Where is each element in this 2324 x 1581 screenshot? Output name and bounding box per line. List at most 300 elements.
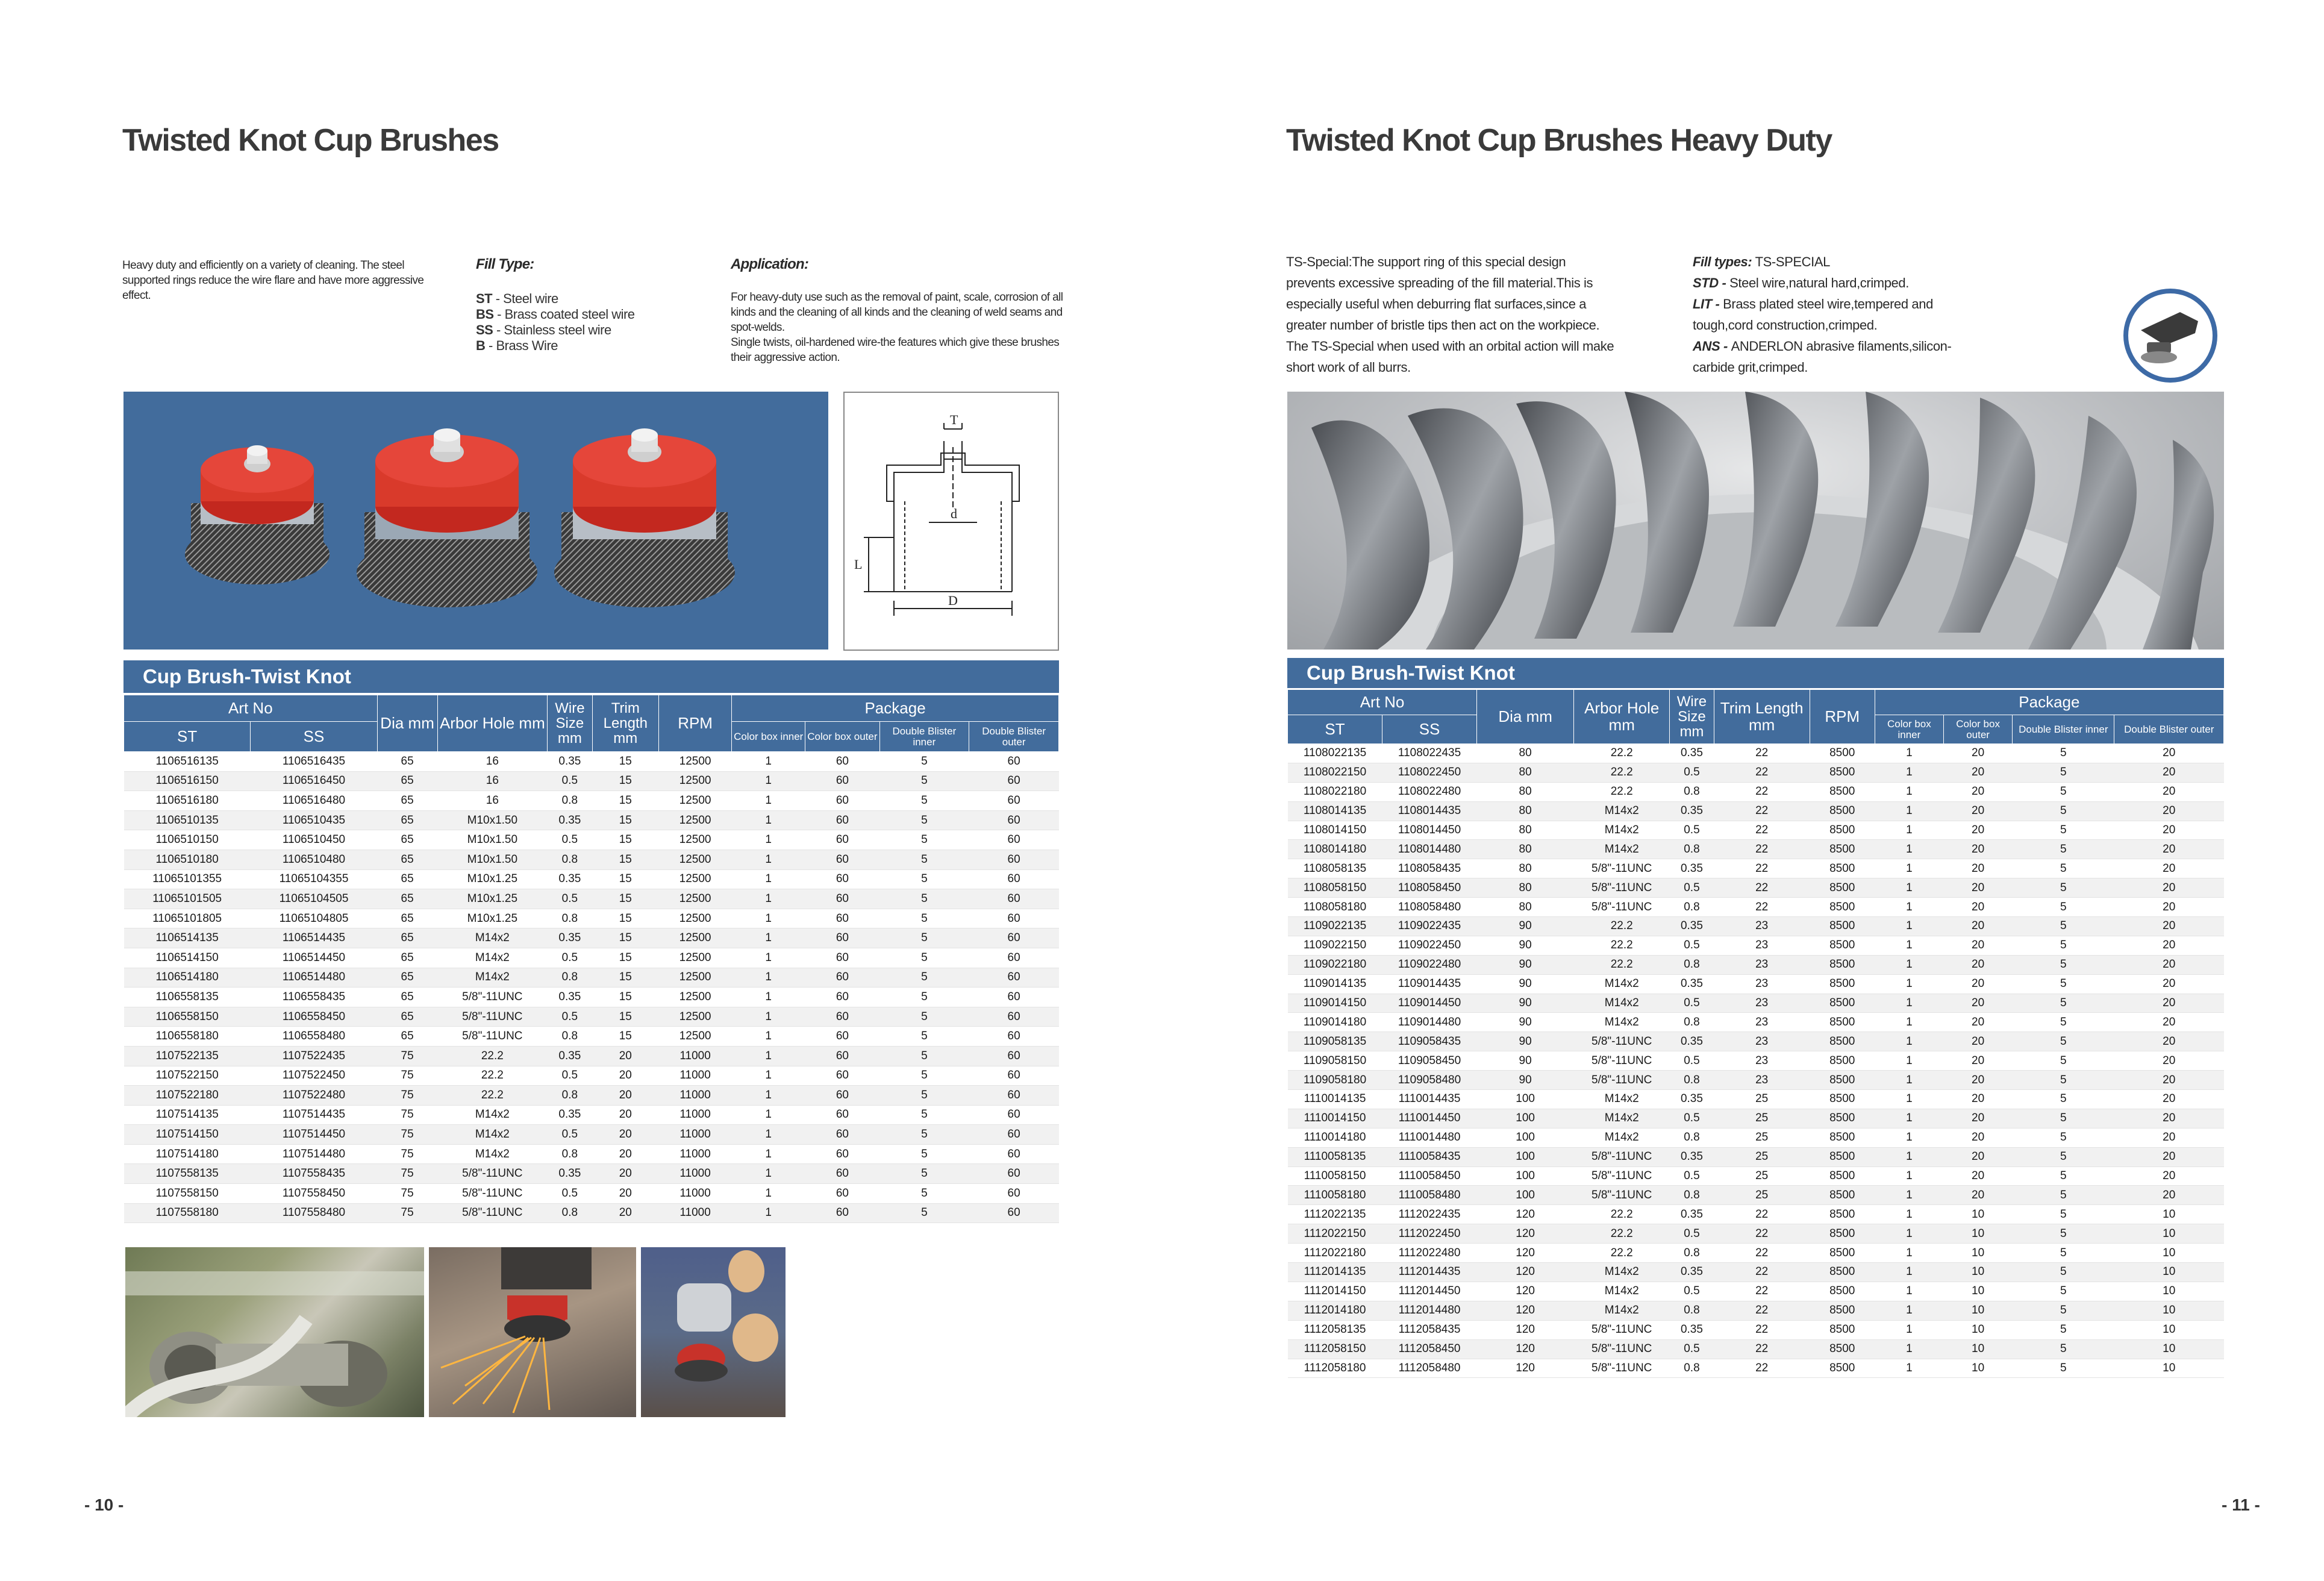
table-cell: 90 bbox=[1477, 994, 1574, 1013]
table-cell: 20 bbox=[1943, 1071, 2012, 1090]
table-cell: 0.5 bbox=[1670, 1224, 1714, 1244]
table-cell: 15 bbox=[592, 909, 658, 928]
table-cell: 20 bbox=[1943, 1109, 2012, 1128]
table-cell: M14x2 bbox=[1574, 1282, 1670, 1301]
table-cell: 1 bbox=[1875, 1128, 1943, 1147]
table-row bbox=[1288, 1205, 2224, 1224]
table-cell: 22.2 bbox=[1574, 1205, 1670, 1224]
table-cell: 60 bbox=[969, 1086, 1059, 1106]
table-cell: 1109058480 bbox=[1382, 1071, 1477, 1090]
table-cell: 10 bbox=[2114, 1224, 2224, 1244]
table-cell: 1 bbox=[732, 810, 805, 830]
table-cell: 15 bbox=[592, 968, 658, 988]
table-cell: 5 bbox=[879, 1184, 969, 1204]
table-cell: 22.2 bbox=[1574, 782, 1670, 801]
table-cell: 10 bbox=[1943, 1320, 2012, 1339]
table-cell: 100 bbox=[1477, 1109, 1574, 1128]
table-cell: 5 bbox=[2013, 859, 2114, 878]
table-cell: 10 bbox=[2114, 1244, 2224, 1263]
table-row bbox=[124, 928, 1059, 948]
table-cell: 60 bbox=[805, 850, 879, 869]
table-cell: 8500 bbox=[1810, 782, 1875, 801]
table-cell: M14x2 bbox=[1574, 1301, 1670, 1320]
table-cell: 8500 bbox=[1810, 1186, 1875, 1205]
table-cell: 65 bbox=[377, 889, 437, 909]
table-cell: 23 bbox=[1714, 974, 1810, 994]
table-cell: 20 bbox=[592, 1184, 658, 1204]
table-cell: 0.35 bbox=[1670, 974, 1714, 994]
table-cell: 5 bbox=[2013, 1166, 2114, 1186]
table-cell: 23 bbox=[1714, 994, 1810, 1013]
table-cell: 1112022135 bbox=[1288, 1205, 1382, 1224]
table-cell: 0.5 bbox=[548, 1007, 592, 1027]
drawing-label-L: L bbox=[854, 557, 863, 572]
table-cell: 0.5 bbox=[1670, 1282, 1714, 1301]
table-cell: 5 bbox=[2013, 1071, 2114, 1090]
table-cell: 5/8"-11UNC bbox=[1574, 1051, 1670, 1071]
table-cell: 20 bbox=[2114, 1090, 2224, 1109]
table-cell: 11000 bbox=[659, 1105, 732, 1125]
table-cell: 12500 bbox=[659, 928, 732, 948]
table-row bbox=[124, 752, 1059, 772]
table-cell: 1107514180 bbox=[124, 1144, 251, 1164]
table-cell: 5 bbox=[2013, 1090, 2114, 1109]
table-row bbox=[1288, 1186, 2224, 1205]
table-cell: 1106514180 bbox=[124, 968, 251, 988]
table-cell: 5 bbox=[2013, 1032, 2114, 1051]
table-cell: M14x2 bbox=[437, 1105, 548, 1125]
table-cell: 1107522150 bbox=[124, 1066, 251, 1086]
table-cell: 1 bbox=[732, 909, 805, 928]
table-cell: 1 bbox=[1875, 801, 1943, 821]
table-cell: 5 bbox=[2013, 1320, 2114, 1339]
table-cell: 5 bbox=[879, 1046, 969, 1066]
col-header-ss: SS bbox=[1382, 715, 1477, 744]
table-cell: 1110058435 bbox=[1382, 1147, 1477, 1166]
table-cell: 5 bbox=[879, 1007, 969, 1027]
col-header-trim-length: Trim Length mm bbox=[592, 695, 658, 752]
col-header-package: Package bbox=[1875, 690, 2223, 715]
table-cell: 60 bbox=[969, 752, 1059, 772]
table-cell: 8500 bbox=[1810, 917, 1875, 936]
table-cell: 25 bbox=[1714, 1109, 1810, 1128]
table-cell: 1106510450 bbox=[251, 830, 377, 850]
table-cell: 80 bbox=[1477, 859, 1574, 878]
application-text: For heavy-duty use such as the removal of paint, scale, corrosion of all kinds and the cleaning of all kinds and the cleaning of weld seams and spot-welds. bbox=[731, 291, 1063, 334]
table-cell: 1112058135 bbox=[1288, 1320, 1382, 1339]
table-row bbox=[1288, 1109, 2224, 1128]
table-cell: 5/8"-11UNC bbox=[437, 1184, 548, 1204]
table-row bbox=[124, 948, 1059, 968]
table-cell: 5 bbox=[879, 1027, 969, 1047]
table-cell: 22.2 bbox=[437, 1086, 548, 1106]
table-cell: 22 bbox=[1714, 763, 1810, 782]
table-cell: 1 bbox=[1875, 1090, 1943, 1109]
table-cell: 20 bbox=[2114, 974, 2224, 994]
table-row bbox=[1288, 1224, 2224, 1244]
table-cell: 60 bbox=[969, 1144, 1059, 1164]
col-header-color-box-inner: Color box inner bbox=[732, 722, 805, 752]
table-cell: 22 bbox=[1714, 840, 1810, 859]
left-page-title: Twisted Knot Cup Brushes bbox=[122, 123, 499, 158]
table-cell: 23 bbox=[1714, 936, 1810, 955]
table-cell: 65 bbox=[377, 968, 437, 988]
table-cell: 80 bbox=[1477, 744, 1574, 763]
table-cell: 23 bbox=[1714, 955, 1810, 974]
table-cell: 22 bbox=[1714, 878, 1810, 898]
table-cell: 22.2 bbox=[437, 1066, 548, 1086]
table-cell: 120 bbox=[1477, 1359, 1574, 1378]
right-page-number: - 11 - bbox=[2222, 1495, 2260, 1514]
table-row bbox=[124, 869, 1059, 889]
table-cell: 60 bbox=[969, 909, 1059, 928]
table-cell: 60 bbox=[969, 771, 1059, 791]
table-cell: 8500 bbox=[1810, 1166, 1875, 1186]
table-cell: 10 bbox=[2114, 1301, 2224, 1320]
table-cell: 5/8"-11UNC bbox=[437, 988, 548, 1007]
table-cell: 12500 bbox=[659, 810, 732, 830]
table-cell: M14x2 bbox=[437, 948, 548, 968]
table-cell: 8500 bbox=[1810, 840, 1875, 859]
table-cell: 90 bbox=[1477, 1051, 1574, 1071]
table-cell: 8500 bbox=[1810, 859, 1875, 878]
table-cell: 60 bbox=[805, 791, 879, 811]
table-cell: 60 bbox=[805, 889, 879, 909]
table-cell: 0.8 bbox=[548, 850, 592, 869]
table-cell: 90 bbox=[1477, 936, 1574, 955]
col-header-arbor-hole: Arbor Hole mm bbox=[437, 695, 548, 752]
table-cell: 0.8 bbox=[1670, 898, 1714, 917]
table-cell: 20 bbox=[2114, 744, 2224, 763]
table-cell: 1112014150 bbox=[1288, 1282, 1382, 1301]
table-cell: 8500 bbox=[1810, 955, 1875, 974]
table-cell: 23 bbox=[1714, 1071, 1810, 1090]
table-cell: 20 bbox=[2114, 763, 2224, 782]
col-header-package: Package bbox=[732, 695, 1059, 722]
fill-type-item: BS - Brass coated steel wire bbox=[476, 307, 635, 322]
table-cell: 60 bbox=[969, 850, 1059, 869]
table-cell: 25 bbox=[1714, 1186, 1810, 1205]
col-header-wire-size: Wire Size mm bbox=[548, 695, 592, 752]
table-cell: 5 bbox=[879, 928, 969, 948]
fill-types-item: LIT - Brass plated steel wire,tempered and tough,cord construction,crimped. bbox=[1693, 296, 1933, 333]
table-cell: 60 bbox=[969, 830, 1059, 850]
table-cell: 1107522480 bbox=[251, 1086, 377, 1106]
table-cell: 1106516135 bbox=[124, 752, 251, 772]
table-cell: 1 bbox=[1875, 744, 1943, 763]
table-cell: 1110014435 bbox=[1382, 1090, 1477, 1109]
table-cell: 12500 bbox=[659, 752, 732, 772]
table-cell: 8500 bbox=[1810, 1013, 1875, 1032]
table-cell: 100 bbox=[1477, 1166, 1574, 1186]
table-cell: 1 bbox=[1875, 840, 1943, 859]
table-cell: 5 bbox=[879, 810, 969, 830]
col-header-wire-size: Wire Size mm bbox=[1670, 690, 1714, 744]
table-cell: 12500 bbox=[659, 889, 732, 909]
table-cell: 60 bbox=[805, 830, 879, 850]
table-cell: 1107522450 bbox=[251, 1066, 377, 1086]
table-cell: 8500 bbox=[1810, 1032, 1875, 1051]
table-cell: 5 bbox=[2013, 878, 2114, 898]
table-cell: 1 bbox=[732, 850, 805, 869]
table-cell: 120 bbox=[1477, 1282, 1574, 1301]
table-cell: 5 bbox=[2013, 1109, 2114, 1128]
table-cell: 75 bbox=[377, 1203, 437, 1223]
table-row bbox=[124, 1125, 1059, 1145]
table-cell: 80 bbox=[1477, 898, 1574, 917]
table-cell: 23 bbox=[1714, 1013, 1810, 1032]
table-cell: 15 bbox=[592, 928, 658, 948]
cup-brush-3 bbox=[554, 428, 735, 607]
table-cell: 22 bbox=[1714, 1301, 1810, 1320]
table-cell: 60 bbox=[805, 1027, 879, 1047]
left-intro-text: Heavy duty and efficiently on a variety of cleaning. The steel supported rings reduce the wire flare and have more aggressive effect. bbox=[122, 259, 424, 302]
usage-photo-sparks bbox=[429, 1247, 636, 1417]
table-cell: 1106516180 bbox=[124, 791, 251, 811]
table-cell: 1109058435 bbox=[1382, 1032, 1477, 1051]
table-row bbox=[1288, 1128, 2224, 1147]
table-row bbox=[124, 1184, 1059, 1204]
table-cell: M14x2 bbox=[437, 928, 548, 948]
table-row bbox=[124, 1027, 1059, 1047]
table-row bbox=[1288, 782, 2224, 801]
table-cell: 1 bbox=[732, 1086, 805, 1106]
table-cell: 1112014480 bbox=[1382, 1301, 1477, 1320]
table-cell: 20 bbox=[1943, 878, 2012, 898]
table-cell: 1107522135 bbox=[124, 1046, 251, 1066]
table-cell: M14x2 bbox=[1574, 840, 1670, 859]
angle-grinder-icon bbox=[2123, 288, 2218, 383]
table-cell: 5 bbox=[2013, 1051, 2114, 1071]
fill-type-item: B - Brass Wire bbox=[476, 338, 558, 353]
table-cell: 5 bbox=[879, 968, 969, 988]
table-cell: 22.2 bbox=[1574, 1224, 1670, 1244]
table-cell: 60 bbox=[969, 1125, 1059, 1145]
table-cell: 0.8 bbox=[1670, 955, 1714, 974]
table-cell: 5 bbox=[879, 830, 969, 850]
table-cell: 60 bbox=[805, 1184, 879, 1204]
table-cell: 1107558480 bbox=[251, 1203, 377, 1223]
table-cell: 22 bbox=[1714, 801, 1810, 821]
table-cell: 20 bbox=[2114, 1109, 2224, 1128]
table-cell: 5 bbox=[2013, 1301, 2114, 1320]
table-cell: 0.8 bbox=[548, 1144, 592, 1164]
table-cell: 120 bbox=[1477, 1320, 1574, 1339]
right-table-caption: Cup Brush-Twist Knot bbox=[1287, 658, 2224, 688]
table-cell: 5 bbox=[2013, 955, 2114, 974]
table-cell: 1108022450 bbox=[1382, 763, 1477, 782]
application-text-2: Single twists, oil-hardened wire-the features which give these brushes their aggressive action. bbox=[731, 336, 1060, 364]
col-header-color-box-outer: Color box outer bbox=[805, 722, 879, 752]
table-cell: 90 bbox=[1477, 917, 1574, 936]
table-cell: 5 bbox=[2013, 763, 2114, 782]
table-cell: 20 bbox=[2114, 878, 2224, 898]
table-cell: 0.5 bbox=[548, 830, 592, 850]
table-cell: 1112014450 bbox=[1382, 1282, 1477, 1301]
table-cell: 20 bbox=[1943, 821, 2012, 840]
table-cell: 10 bbox=[2114, 1282, 2224, 1301]
table-cell: 1 bbox=[1875, 878, 1943, 898]
table-cell: 1108022480 bbox=[1382, 782, 1477, 801]
table-cell: 60 bbox=[969, 791, 1059, 811]
table-cell: 10 bbox=[2114, 1263, 2224, 1282]
table-cell: 1107522435 bbox=[251, 1046, 377, 1066]
table-cell: 1 bbox=[732, 1007, 805, 1027]
table-cell: 65 bbox=[377, 909, 437, 928]
table-cell: 5 bbox=[879, 1086, 969, 1106]
table-cell: 20 bbox=[2114, 821, 2224, 840]
table-cell: 1 bbox=[1875, 1013, 1943, 1032]
table-cell: 0.8 bbox=[1670, 1071, 1714, 1090]
col-header-st: ST bbox=[124, 722, 251, 752]
table-cell: 5/8"-11UNC bbox=[1574, 878, 1670, 898]
table-cell: 0.5 bbox=[548, 1184, 592, 1204]
table-cell: 0.35 bbox=[1670, 1205, 1714, 1224]
table-cell: 1112058480 bbox=[1382, 1359, 1477, 1378]
table-cell: 80 bbox=[1477, 763, 1574, 782]
table-cell: 5 bbox=[2013, 994, 2114, 1013]
table-cell: 60 bbox=[969, 889, 1059, 909]
technical-drawing bbox=[843, 392, 1059, 651]
fill-types-heading-line: Fill types: TS-SPECIAL bbox=[1693, 254, 1830, 269]
table-cell: 25 bbox=[1714, 1166, 1810, 1186]
table-row bbox=[1288, 821, 2224, 840]
table-cell: 1112022480 bbox=[1382, 1244, 1477, 1263]
table-cell: 0.5 bbox=[1670, 821, 1714, 840]
table-cell: 1109058150 bbox=[1288, 1051, 1382, 1071]
table-cell: 100 bbox=[1477, 1090, 1574, 1109]
table-cell: 65 bbox=[377, 752, 437, 772]
application-heading: Application: bbox=[731, 256, 809, 272]
table-cell: 1106510150 bbox=[124, 830, 251, 850]
table-cell: 1106510135 bbox=[124, 810, 251, 830]
table-cell: 0.5 bbox=[1670, 1051, 1714, 1071]
table-cell: 1 bbox=[732, 1027, 805, 1047]
table-cell: 10 bbox=[1943, 1244, 2012, 1263]
table-cell: 10 bbox=[1943, 1301, 2012, 1320]
table-cell: 1 bbox=[732, 948, 805, 968]
table-cell: 22 bbox=[1714, 1320, 1810, 1339]
table-cell: 20 bbox=[2114, 994, 2224, 1013]
table-cell: 0.8 bbox=[1670, 1186, 1714, 1205]
table-cell: 12500 bbox=[659, 850, 732, 869]
col-header-double-blister-inner: Double Blister inner bbox=[2013, 715, 2114, 744]
table-cell: 65 bbox=[377, 850, 437, 869]
table-cell: 0.5 bbox=[548, 1125, 592, 1145]
table-cell: 5 bbox=[2013, 898, 2114, 917]
table-cell: 1 bbox=[1875, 1224, 1943, 1244]
table-cell: 60 bbox=[805, 1105, 879, 1125]
fill-types-item: ANS - ANDERLON abrasive filaments,silicon-carbide grit,crimped. bbox=[1693, 339, 1952, 375]
table-cell: 90 bbox=[1477, 1032, 1574, 1051]
table-cell: 1108058435 bbox=[1382, 859, 1477, 878]
table-row bbox=[1288, 955, 2224, 974]
table-row bbox=[1288, 801, 2224, 821]
table-cell: 22 bbox=[1714, 782, 1810, 801]
table-cell: 8500 bbox=[1810, 1128, 1875, 1147]
table-cell: 0.8 bbox=[1670, 1244, 1714, 1263]
col-header-double-blister-outer: Double Blister outer bbox=[969, 722, 1059, 752]
table-cell: 0.35 bbox=[1670, 801, 1714, 821]
table-cell: 20 bbox=[1943, 1090, 2012, 1109]
table-cell: 1109014150 bbox=[1288, 994, 1382, 1013]
table-cell: 16 bbox=[437, 752, 548, 772]
col-header-double-blister-outer: Double Blister outer bbox=[2114, 715, 2224, 744]
table-cell: 22.2 bbox=[1574, 744, 1670, 763]
table-cell: 1108022435 bbox=[1382, 744, 1477, 763]
table-cell: 60 bbox=[969, 1105, 1059, 1125]
table-cell: 1107558435 bbox=[251, 1164, 377, 1184]
table-cell: 5 bbox=[2013, 801, 2114, 821]
table-cell: 1107558150 bbox=[124, 1184, 251, 1204]
table-cell: 120 bbox=[1477, 1339, 1574, 1359]
table-cell: 5 bbox=[879, 850, 969, 869]
table-cell: 1109014135 bbox=[1288, 974, 1382, 994]
right-fill-types-block bbox=[1693, 251, 1982, 378]
table-cell: 0.8 bbox=[1670, 1301, 1714, 1320]
table-cell: 15 bbox=[592, 771, 658, 791]
table-cell: 1108014480 bbox=[1382, 840, 1477, 859]
table-cell: 11000 bbox=[659, 1066, 732, 1086]
table-cell: 11000 bbox=[659, 1184, 732, 1204]
table-row bbox=[1288, 1013, 2224, 1032]
table-cell: 1 bbox=[1875, 1071, 1943, 1090]
col-header-dia: Dia mm bbox=[377, 695, 437, 752]
table-cell: 1 bbox=[1875, 1205, 1943, 1224]
table-cell: 1106516435 bbox=[251, 752, 377, 772]
table-cell: M14x2 bbox=[1574, 1090, 1670, 1109]
table-cell: 12500 bbox=[659, 988, 732, 1007]
table-cell: 1112022180 bbox=[1288, 1244, 1382, 1263]
table-cell: 100 bbox=[1477, 1147, 1574, 1166]
table-cell: 0.8 bbox=[1670, 840, 1714, 859]
table-cell: 1 bbox=[732, 889, 805, 909]
fill-type-heading: Fill Type: bbox=[476, 256, 534, 272]
table-row bbox=[124, 909, 1059, 928]
table-cell: 0.5 bbox=[548, 771, 592, 791]
table-row bbox=[1288, 744, 2224, 763]
table-cell: 1107558180 bbox=[124, 1203, 251, 1223]
table-cell: 5/8"-11UNC bbox=[1574, 898, 1670, 917]
table-cell: 5 bbox=[2013, 917, 2114, 936]
table-cell: 75 bbox=[377, 1125, 437, 1145]
table-cell: 0.5 bbox=[548, 1066, 592, 1086]
table-cell: M10x1.50 bbox=[437, 810, 548, 830]
table-cell: 5 bbox=[2013, 1128, 2114, 1147]
table-cell: 20 bbox=[1943, 801, 2012, 821]
drawing-label-d: d bbox=[951, 506, 957, 521]
table-cell: 60 bbox=[969, 928, 1059, 948]
table-cell: 5 bbox=[879, 869, 969, 889]
table-cell: 1106510180 bbox=[124, 850, 251, 869]
table-row bbox=[124, 1105, 1059, 1125]
table-row bbox=[1288, 1263, 2224, 1282]
table-cell: 60 bbox=[969, 1203, 1059, 1223]
table-cell: 90 bbox=[1477, 1013, 1574, 1032]
table-cell: 65 bbox=[377, 1027, 437, 1047]
table-cell: 1 bbox=[1875, 994, 1943, 1013]
col-header-arbor-hole: Arbor Hole mm bbox=[1574, 690, 1670, 744]
table-cell: 0.35 bbox=[548, 1164, 592, 1184]
table-cell: 25 bbox=[1714, 1147, 1810, 1166]
table-cell: M14x2 bbox=[437, 1125, 548, 1145]
table-cell: 60 bbox=[969, 1164, 1059, 1184]
table-cell: 0.35 bbox=[548, 810, 592, 830]
col-header-st: ST bbox=[1288, 715, 1382, 744]
col-header-trim-length: Trim Length mm bbox=[1714, 690, 1810, 744]
table-cell: 1112058180 bbox=[1288, 1359, 1382, 1378]
table-cell: 8500 bbox=[1810, 1359, 1875, 1378]
